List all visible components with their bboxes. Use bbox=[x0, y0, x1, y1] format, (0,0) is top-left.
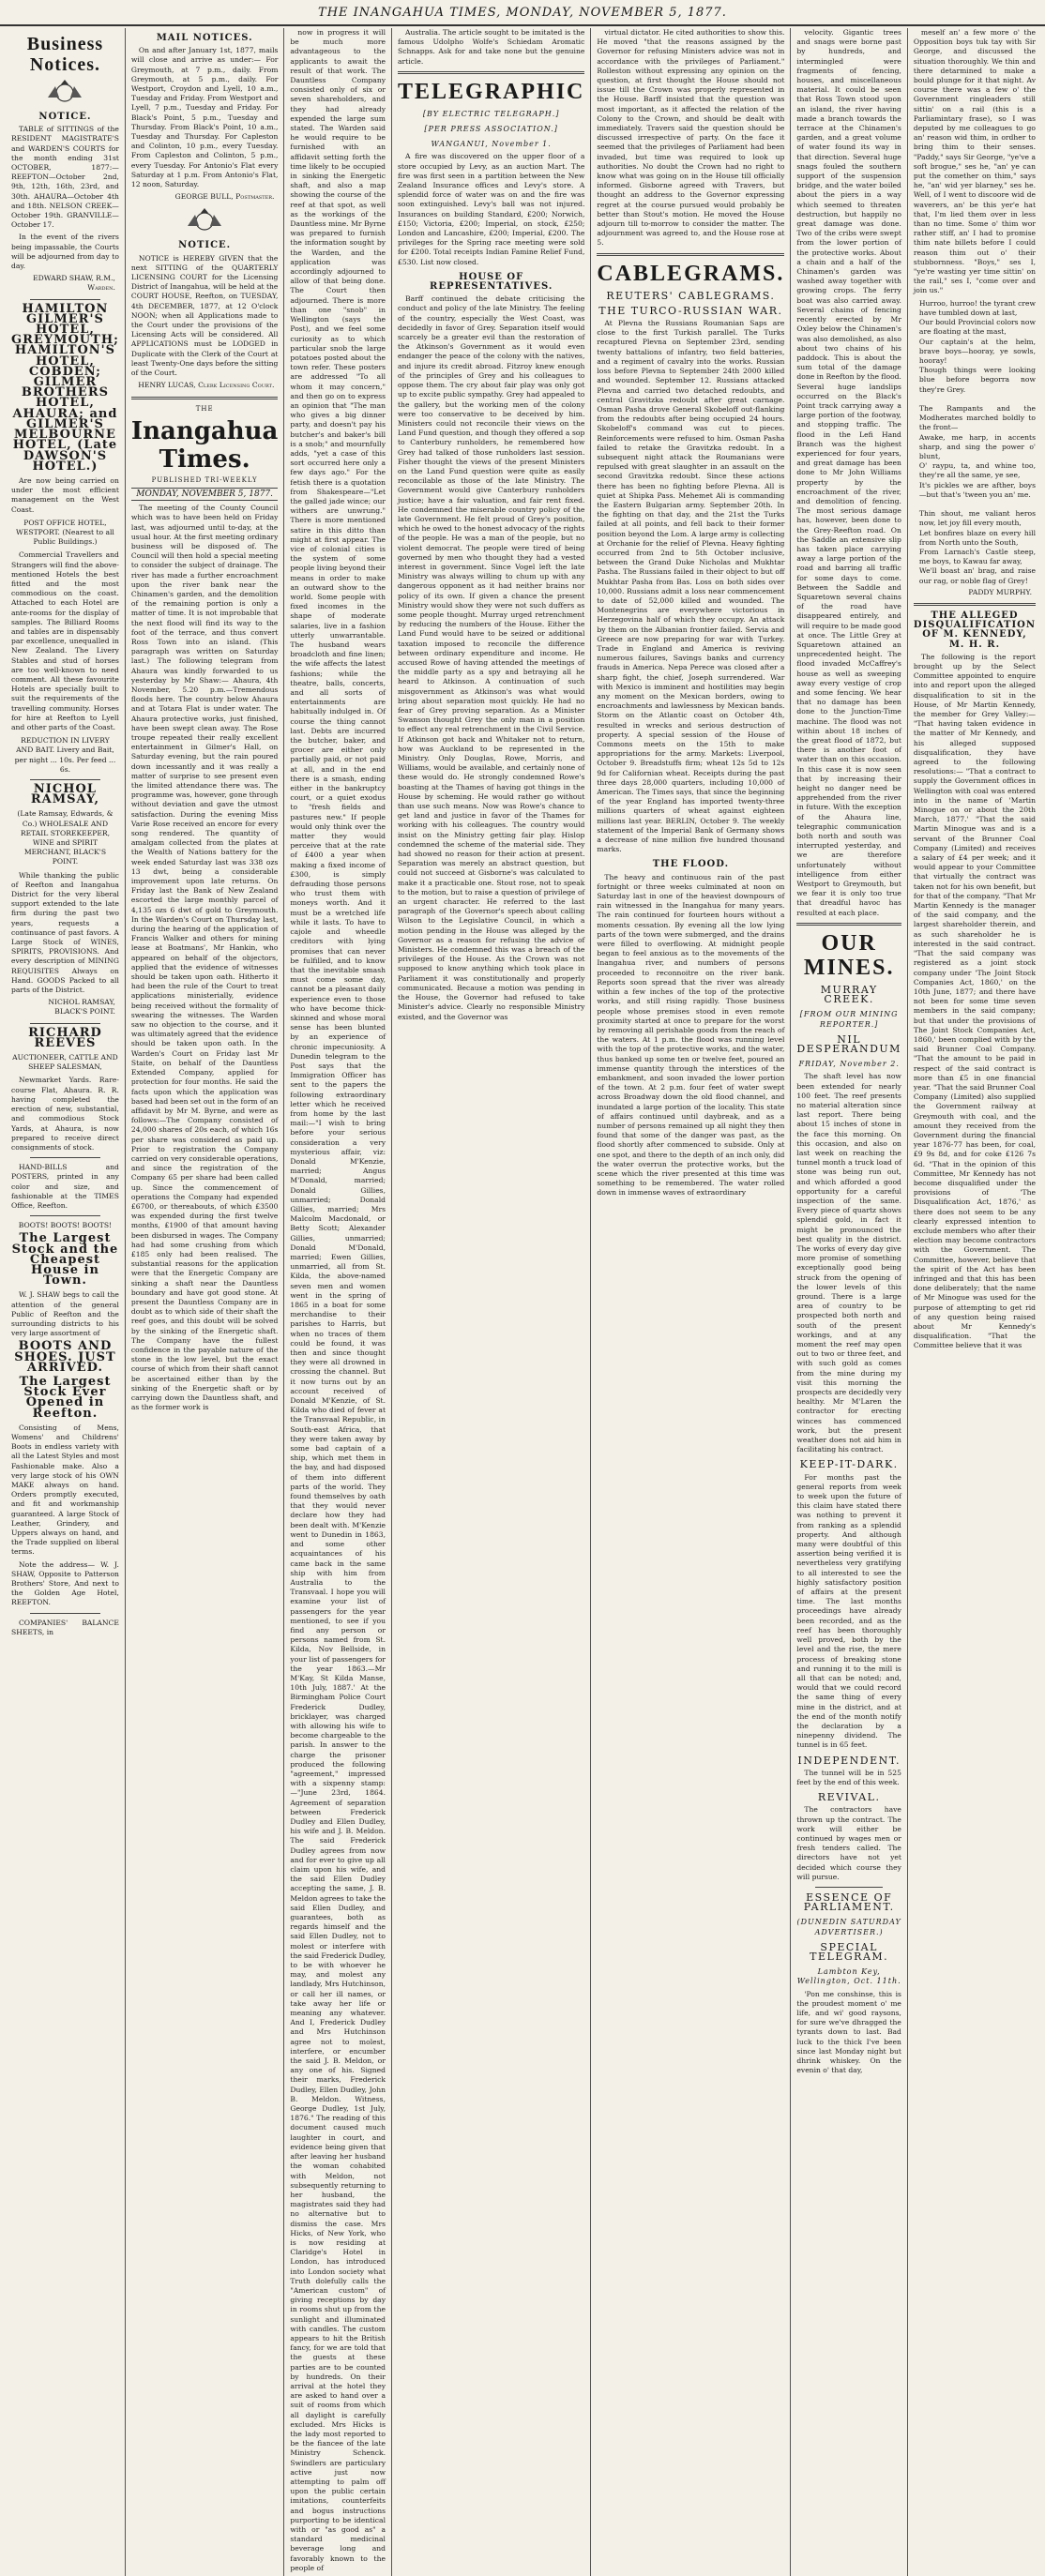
ramsay-ad-heading bbox=[11, 782, 119, 807]
boots-consisting-text: Consisting of Mens, Womens' and Childrens' Boots in endless variety with all the Latest Styles and most Fashionable make. Also a very large stock of his OWN MAKE always on hand. Orders promptly executed, and fit and workmanship guaranteed. A large Stock of Leather, Grindery, and Uppers always on hand, and the Trade supplied on liberal terms. bbox=[11, 1423, 119, 1557]
divider bbox=[398, 71, 584, 74]
largest-stock-ever-text: The Largest Stock Ever Opened in Reefton. bbox=[19, 1374, 112, 1421]
divider bbox=[30, 1157, 100, 1158]
fire-report: A fire was discovered on the upper floor of a store occupied by Levy, as an auction Mart. The fire was first seen in a partition between the New Zealand Insurance offices and Levy's store. A splendid force of water was on and the fire was soon extinguished. Levy's ball was not injured. Insurances on building Standard, £200; Norwich, £150; Victoria, £200; Imperial, on stock, £250; London and Lancashire, £200; Imperial, £200. The privileges for the Spring race meeting were sold for £200. Total receipts Indian Famine Relief Fund, £530. List now closed. bbox=[398, 152, 585, 266]
handbills-ad: HAND-BILLS and POSTERS, printed in any color and size, and fashionable at the TIMES Office, Reefton. bbox=[11, 1163, 119, 1210]
court-sittings-signature: EDWARD SHAW, R.M., Warden. bbox=[33, 274, 115, 293]
column-5 bbox=[591, 28, 791, 2576]
shaw-ad-text: W. J. SHAW begs to call the attention of the general Public of Reefton and the surrounding districts to his very large assortment of bbox=[11, 1290, 119, 1338]
schnapps-notice: Australia. The article sought to be imitated is the famous Udolpho Wolfe's Schiedam Aromatic Schnapps. Ask for and take none but the genuine article. bbox=[398, 28, 585, 66]
dunedin-advertiser: (DUNEDIN SATURDAY ADVERTISER.) bbox=[796, 1918, 901, 1936]
largest-stock-ever-heading bbox=[11, 1374, 119, 1421]
flood-text: The heavy and continuous rain of the past fortnight or three weeks culminated at noon on Saturday last in one of the heaviest downpours of rain witnessed in the Inangahua for many years. The rain continued for fourteen hours without a moments cessation. By evening all the low lying parts of the town were submerged, and the drains were filled to overflowing. At midnight people began to feel anxious as to the movements of the Inangahua river, and numbers of persons proceeded to reconnoitre on the river bank. Reports soon spread that the river was already within a few inches of the top of the protective works, and still rising rapidly. Those business people whose premises stood in even remote proximity started at once to prepare for the worst by removing all perishable goods from the reach of the waters. At 1 p.m. the flood was running level with the top of the protective works, and the water, thus banked up some ten or twelve feet, poured an immense quantity through the interstices of the embankment, and soon invaded the lower portion of the town. At 2 p.m. four feet of water swept across Broadway down the old flood channel, and inundated a large portion of the locality. This state of affairs continued until daybreak, and as a number of persons remained up all night they then found that some of the danger was past, as the flood shortly after commenced to subside. Only at one spot, and there to the depth of an inch only, did the water overrun the protective works, but the scene which the river presented at this time was something to be remembered. The water rolled down in immense waves of extraordinary bbox=[597, 872, 785, 1198]
press-association: [PER PRESS ASSOCIATION.] bbox=[424, 125, 558, 134]
wanganui-dateline: WANGANUI, November 1. bbox=[431, 140, 552, 149]
mail-notices-heading: MAIL NOTICES. bbox=[156, 33, 253, 43]
boots-and-shoes-text: BOOTS AND SHOES. JUST ARRIVED. bbox=[14, 1339, 116, 1375]
house-of-representatives-heading: HOUSE OF REPRESENTATIVES. bbox=[430, 271, 553, 293]
divider bbox=[30, 1215, 100, 1216]
reeves-ad-text: Newmarket Yards. Rare-course Flat, Ahaura. R. R. having completed the erection of new, substantial, and commodious Stock Yards, at Ahaura, is now prepared to receive direct consignments of stock. bbox=[11, 1076, 119, 1152]
by-electric-telegraph: [BY ELECTRIC TELEGRAPH.] bbox=[422, 109, 560, 118]
livery-reduction: REDUCTION IN LIVERY AND BAIT. Livery and Bait, per night ... 10s. Per feed ... 6s. bbox=[14, 736, 116, 774]
essence-of-parliament-heading: ESSENCE OF PARLIAMENT. bbox=[803, 1891, 895, 1914]
mining-reporter: [FROM OUR MINING REPORTER.] bbox=[799, 1010, 899, 1029]
ramsay-ad-text: While thanking the public of Reefton and Inangahua District for the very liberal support extended to the late firm during the past two years, requests a continuance of past favors. A Large Stock of WINES, SPIRITS, PROVISIONS. And every description of MINING REQUISITES Always on Hand. GOODS Packed to all parts of the District. bbox=[11, 870, 119, 995]
keep-it-dark-text: For months past the general reports from week to week upon the future of this claim have stated there was nothing to prevent it from ranking as a splendid property. And although many were doubtful of this assertion being verified it is nevertheless very gratifying to all interested to see the highly satisfactory position of affairs at the present time. The last months proceedings have already been recorded, and as the reef has been thoroughly well proved, both by the level and the rise, the mere process of breaking stone and running it to the mill is all that can be noted; and, would that we could record the same thing of every mine in the district, and at the end of the month notify the declaration by a ninepenny dividend. The tunnel is in 65 feet. bbox=[796, 1472, 901, 1750]
notice-heading-col1: NOTICE. bbox=[38, 112, 92, 122]
newspaper-nameplate: Inangahua Times. bbox=[130, 416, 279, 474]
divider bbox=[597, 253, 784, 256]
nameplate-the: THE bbox=[195, 404, 214, 413]
royal-crest-icon bbox=[11, 79, 119, 107]
essence-text-continued: meself an' a few more o' the Opposition boys tuk tay with Sir George, and discussed the situation thoroughly. We thin and there detarmined to make a bould plunge for it that night. Av course there was a few o' the Government ringleaders still sittin' on a rail (this is a Parliamintary frase), so I was deputed by me colleagues to go an' reason wid thim, in ordher to bring thim to their senses. "Paddy," says Sir George, "ye've a soft brogue," ses he, "an' ye can put the comether on thim," says he, "an' wid yer blarney," ses he. Well, of I went to discoore wid de waverers, an' be this yer'e hat that, I'm lied them over in less than no time. Some o' thim wor rather stiff, an' I had to promise thim nate billets before I could reason thim out o' their stubbornness. "Boys," ses I, "ye're wasting yer time sittin' on the rail," ses I, "come over and join us." bbox=[913, 28, 1036, 295]
reuters-cablegrams: REUTERS' CABLEGRAMS. bbox=[606, 289, 776, 302]
column-7 bbox=[908, 28, 1041, 2576]
ramsay-ad-sub: (Late Ramsay, Edwards, & Co.) WHOLESALE AND RETAIL STOREKEEPER, WINE and SPIRIT MERCHANT, BLACK'S POINT. bbox=[17, 809, 114, 866]
war-report-text: At Plevna the Russians Roumanian Saps are close to the first Turkish parallel. The Turks recaptured Plevna on September 23rd, sending twenty battalions of infantry, two field batteries, and a regiment of cavalry into the works. Russian loss before Plevna to September 24th 2000 killed and wounded. September 12. Russians attacked Plevna and carried two detached redoubts, and central Gravitzka redoubt after great carnage. Osman Pasha drove General Skobeloff out-flanking from the redoubts after being occupied 24 hours. Skobeloff's command was cut to pieces. Reinforcements were refused to him. Osman Pasha failed to retake the Gravitzka redoubt. In a subsequent night attack the Roumanians were repulsed with great slaughter in an assault on the second Gravitzka redoubt. Since these actions there has been no fighting before Plevna. All is quiet at Shipka Pass. Mehemet Ali is commanding the Eastern Bulgarian army. September 20th. In the fighting on that day, and the 21st the Turks failed at all points, and fell back to their former position beyond the Lom. A large army is collecting at Orchanie for the relief of Plevna. Heavy fighting occurred from 2nd to 5th October inclusive, between the Grand Duke Nicholas and Mukhtar Pasha. The Russians failed in their object to but off Mukhtar Pasha from Bas. Loss on both sides over 10,000. Russians admit a loss near commencement to date of 52,000 killed and wounded. The Montenegrins are everywhere victorious in Herzegovina half of which they occupy. An attack by them on the Albanian frontier failed. Servia and Greece are now preparing for war with Turkey. Trade in England and America is reviving numerous failures, Savings banks and currency frauds in America. Nepa Perece was closed after a sharp fight, the chief, Joseph surrendered. War with Mexico is imminent and hostilities may begin any moment on the Mexican borders, owing to encroachments and lawlessness by Mexican bands. Storm on the Atlantic coast on October 4th, resulted in wrecks and serious destruction of property. A special session of the House of Commons meets on the 15th to make appropriations for the army. Markets: Liverpool, October 9. Breadstuffs firm; wheat 12s 5d to 12s 9d for Californian wheat. Receipts during the past three days 28,000 quarters, including 10,000 of American. The Times says, that since the beginning of the year England has imported twenty-three millions quarters of wheat against eighteen millions last year. BERLIN, October 9. The weekly statement of the Imperial Bank of Germany shows a decrease of nine million five hundred thousand marks. bbox=[597, 319, 785, 854]
column-1 bbox=[6, 28, 126, 2576]
post-office-hotel: POST OFFICE HOTEL, WESTPORT. (Nearest to all Public Buildings.) bbox=[16, 518, 114, 547]
dateline: MONDAY, NOVEMBER 5, 1877. bbox=[131, 488, 279, 501]
reeves-ad-sub: AUCTIONEER, CATTLE AND SHEEP SALESMAN, bbox=[12, 1053, 118, 1072]
column-2 bbox=[126, 28, 285, 2576]
court-sittings: TABLE of SITTINGS of the RESIDENT MAGISTRATE'S and WARDEN'S COURTS for the month ending 31st OCTOBER, 1877:— REEFTON—October 2nd, 9th, 12th, 16th, 23rd, and 30th. AHAURA—October 4th and 18th. NELSON CREEK—October 19th. GRANVILLE—October 17. bbox=[11, 125, 119, 230]
largest-stock-heading bbox=[11, 1231, 119, 1288]
cablegrams-heading: CABLEGRAMS. bbox=[597, 261, 785, 286]
ramsay-name: NICHOL RAMSAY, bbox=[30, 782, 100, 807]
nil-desperandum-date: FRIDAY, November 2. bbox=[798, 1060, 900, 1069]
editorial-text: The meeting of the County Council which was to have been held on Friday last, was adjourned until to-day, at the usual hour. At the first meeting ordinary business will be disposed of. The Council will then hold a special meeting to consider the subject of drainage. The river has made a further encroachment upon the river bank near the Chinamen's garden, and the demolition of the remaining portion is only a matter of time. It is not improbable that the next flood will find its way to the foot of the terrace, and thus convert Ross Town into an island. (This paragraph was written on Saturday last.) The following telegram from Ahaura was kindly forwarded to us yesterday by Mr Shaw:— Ahaura, 4th November, 5.20 p.m.—Tremendous floods here. The country below Ahaura and at Totara Flat is under water. The Ahaura protective works, just finished, have been swept clean away. The Rose troupe repeated their really excellent entertainment in Gilmer's Hall, on Saturday evening, but the rain poured down incessantly and it was really a matter of surprise to see present even the limited attendance there was. The programme was, however, gone through without deviation and gave the utmost satisfaction. During the evening Miss Varie Rose received an encore for every song rendered. The quantity of amalgam collected from the plates at the Wealth of Nations battery for the week ended Saturday last was 338 ozs 13 dwt, being a considerable improvement upon late returns. On Friday last the Bank of New Zealand escorted the large monthly parcel of 4,135 ozs 6 dwt of gold to Greymouth. In the Warden's Court on Thursday last, during the hearing of the application of Francis Walker and others for mining lease at Boatmans', Mr Hankin, who appeared on behalf of the objectors, applied that the evidence of witnesses should be taken upon oath. Hitherto it had been the rule of the Court to treat applications ministerially, evidence being received without the formality of swearing the witnesses. The Warden saw no objection to the course, and it was ultimately agreed that the evidence should be taken upon oath. In the Warden's Court on Friday last Mr Staite, on behalf of the Dauntless Extended Company, applied for protection for four months. He said the facts upon which the application was based had been set out in the form of an affidavit by Mr M. Byrne, and were as follows:—The Company consisted of 24,000 shares of 20s each, of which 16s per share was considered as paid up. Prior to registration the Company carried on very considerable operations, and since the registration of the Company 65 per share had been called up. Since the commencement of operations the Company had expended £6700, or thereabouts, of which £3500 was expended during the first twelve months, £1900 of that amount having been disbursed in wages. The Company had had some crushing from which £185 only had been realised. The substantial reasons for the application were that the Energetic Company are sinking a shaft near the Dauntless boundary and have got good stone. At present the Dauntless Company are in doubt as to which side of their shaft the reef goes, and this doubt will be solved by the sinking of the Energetic shaft. The Company have the fullest confidence in the payable nature of the stone in the low level, but the exact course of which from their shaft cannot be ascertained either than by the sinking of the Energetic shaft or by carrying down the Dauntless shaft, and as the former work is bbox=[130, 504, 279, 1412]
house-debate-text: Barff continued the debate criticising the conduct and policy of the late Ministry. The feeling of the country, especially the West Coast, was decidedly in favor of Grey. Separation itself would scarcely be a greater evil than the restoration of the Atkinson's Government as it would even endanger the peace of the colony with the natives, and injure its credit abroad. Fitzroy knew enough of the principles of Grey and his colleagues to oppose them. The cry about fair play was only got up to excite public sympathy. Grey had appealed to the gallery, but the working men of the colony were too conservative to be deceived by him. Ministers could not reconcile their views on the Land Fund question, and though they offered a sop to Canterbury runholders, he remembered how Grey had talked of those runholders last session. Fisher thought the views of the present Ministers on the Land Fund question were quite as easily reconcilable as those of the late Ministry. The Government would give Canterbury runholders justice; have a fair valuation, and fair rent fixed. He condemned the miserable country policy of the late Government. He felt proud of Grey's position, which he owed to the honest advocacy of the rights of the people. He was a man of the people, but no violent democrat. The people were tired of being governed by men who thought they had a vested interest in government. Since Vogel left the late Ministry was always willing to chum up with any dangerous opponent as it had neither brains nor policy of its own. If given a chance the present Ministry would show they were not such duffers as some people thought. Murray urged retrenchment by reducing the numbers of the House. Either the Land Fund would have to be seized or additional taxation imposed to reconcile the difference between ordinary expenditure and income. He accused Rowe of having attended the meetings of the middle party as a spy and betraying all he heard to Atkinson. A continuation of such misgovernment as Atkinson's was what would bring about separation most quickly. He had no fear of Grey proving separation. As a Minister Swanson thought Grey the only man in a position to effect any real retrenchment in the Civil Service. If Atkinson got back and Whitaker not to return, how was Auckland to be represented in the Ministry. Only Douglas, Rowe, Morris, and Williams, would be available, and certainly none of these would do. He strongly condemned Rowe's boasting at the Thames of having got things in the House by scheming. He would rather go without than use such means. Now was Rowe's chance to get land and justice in favor of the Thames for working with his colleagues. The country would insist on the Ministry getting fair play. Hislop condemned the scheme of the material side. They had showed no reason for their action at present. Separation was merely an abstract question, but could not succeed at Gisborne's was calculated to make it a practicable one. Stout rose, not to speak to the motion, but to raise a question of privilege of an urgent character. He referred to the last paragraph of the Governor's speech about calling Wilson to the Legislative Council, in which a motion pending in the House was alleged by the Governor as a reason for refusing the advice of Ministers. He condemned this was a breach of the privileges of the House. As the Crown was not supposed to know anything which took place in Parliament it was constitutionally and properly communicated. Because a motion was pending in the House, the Governor had refused to take Minister's advice. Clearly no responsible Ministry existed, and the Governor was bbox=[398, 294, 585, 1021]
lambton-dateline: Lambton Key, Wellington, Oct. 11th. bbox=[796, 1967, 901, 1986]
business-notices-heading: Business Notices. bbox=[26, 34, 104, 75]
alleged-disqualification-text: The following is the report brought up by the Select Committee appointed to enquire into and report upon the alleged disqualification to sit in the House, of Mr Martin Kennedy, the member for Grey Valley:— "That having taken evidence in the matter of Mr Kennedy, and his alleged supposed disqualification, they have agreed to the following resolutions:— "That a contract to supply the Government offices in Wellington with coal was entered into in the name of 'Martin Minogue on or about the 20th March, 1877.' "That the said Martin Minogue was and is a servant of the Brunner Coal Company (Limited) and receives a salary of £4 per week; and it would appear to your Committee that virtually the contract was taken not for his own benefit, but for that of the company. "That Mr Martin Kennedy is the manager of the said company, and the largest shareholder therein, and as such shareholder he is interested in the said contract. "That the said company was registered as a joint stock company under 'The Joint Stock Companies Act, 1860,' on the 10th June, 1877; and there have not been for some time seven members in the said company; but that under the provisions of The Joint Stock Companies Act, 1860,' been complied with by the said Brunner Coal Company. "That the amount to be paid in respect of the said contract is more than £5 in one financial year. "That the said Brunner Coal Company (Limited) also supplied the Government railway at Greymouth with coal, and the amount they received from the Government during the financial year 1876-77 has been, for coal, £9 9s 8d, and for coke £126 7s 6d. "That in the opinion of this Committee, Mr Kennedy has not become disqualified under the provisions of 'The Disqualification Act, 1876,' as there does not seem to be any clearly expressed intention to exclude members who after their election may become contractors with the Government. The Committee, however, believe that the spirit of the Act has been infringed and that this has been done deliberately; that the name of Mr Minogue was used for the purpose of attempting to get rid of any question being raised about Mr Kennedy's disqualification. "That the Committee believe that it was bbox=[913, 652, 1036, 1350]
reeves-ad-heading bbox=[11, 1025, 119, 1050]
largest-stock-text: The Largest Stock and the Cheapest House in Town. bbox=[11, 1231, 119, 1288]
court-sittings-note: In the event of the rivers being impassable, the Courts will be adjourned from day to day. bbox=[11, 233, 119, 271]
post-office-hotel-text: Commercial Travellers and Strangers will find the above-mentioned Hotels the best fitted and the most commodious on the coast. Attached to each Hotel are ante-rooms for the display of samples. The Billiard Rooms and tables are in dispensably par excellence, unequalled in New Zealand. The Livery Stables and stud of horses are too well-known to need comment. All these favourite Hotels are specially built to suit the requirements of the travelling community. Horses for hire at Reefton to Lyell and other parts of the Coast. bbox=[11, 550, 119, 731]
column-4 bbox=[392, 28, 591, 2576]
hotel-ad-heading bbox=[11, 301, 119, 474]
hotel-names: HAMILTON GILMER'S HOTEL, GREYMOUTH; HAMILTON'S HOTEL, COBDEN; GILMER BROTHERS HOTEL, AHAURA; and GILMER'S MELBOURNE HOTEL, (Late DAWSON'S HOTEL.) bbox=[11, 301, 119, 474]
notice-heading-col2: NOTICE. bbox=[178, 240, 232, 251]
licensing-notice-text: NOTICE is HEREBY GIVEN that the next SITTING of the QUARTERLY LICENSING COURT for the Licensing District of Inangahua, will be held at the COURT HOUSE, Reefton, on TUESDAY, 4th DECEMBER, 1877, at 12 O'clock NOON; when all Applications made to the Court under the provisions of the Licensing Acts will be considered. All APPLICATIONS must be LODGED in Duplicate with the Clerk of the Court at least Twenty-One days before the sitting of the Court. bbox=[130, 253, 279, 378]
murray-creek-heading: MURRAY CREEK. bbox=[820, 983, 878, 1006]
our-mines-heading: OUR MINES. bbox=[803, 930, 895, 980]
divider bbox=[30, 779, 100, 780]
hotel-ad-text: Are now being carried on under the most efficient management on the West Coast. bbox=[11, 475, 119, 514]
column-3-text: now in progress it will be much more advantageous to the applicants to await the result of that work. The Dauntless Company consisted only of six or seven shareholders, and they had already expended the large sum stated. The Warden said he would require to be furnished with an affidavit setting forth the time likely to be occupied in sinking the Energetic shaft, and also a map showing the course of the reef at that spot, as well as the workings of the Dauntless mine. Mr Byrne was prepared to furnish the information sought by the Warden, and the application was accordingly adjourned to allow of that being done. The Court then adjourned. There is more than one "snob" in Wellington (says the Post), and we feel some curiosity as to which particular snob the large potatoes posted about the town refer. These posters are addressed "To all whom it may concern," and then go on to express an opinion that "The man who gives a big dinner party, and doesn't pay his butcher's and baker's bill is a snob;" and mournfully adds, "yet a case of this sort occurred here only a few days ago." For the fetish there is a quotation from Shakespeare—"Let the galled jade wince; our withers are unwrung." There is more mentioned satire in this ditto than might at first appear. The vice of colonial cities is the system of some people living beyond their means in order to make an outward show to the world. Some people with fixed incomes in the shape of moderate salaries, live in a fashion utterly unwarrantable. The husband wears broadcloth and fine linen; the wife affects the latest fashions; while the theatre, balls, concerts, and all sorts of entertainments are habitually indulged in. Of course the thing cannot last. Debts are incurred the butcher, baker, and grocer are either only partially paid, or not paid at all, and in the end there is a smash, ending either in the bankruptcy court, or a quiet exodus to "fresh fields and pastures new." If people would only think over the matter they would perceive that at the rate of £400 a year when making a fixed income of £300, is simply defrauding those persons who trust them with moneys worth. And it must be a wretched life while it lasts. To have to cajole and wheedle creditors with lying promises that can never be fulfilled, and to know that the inevitable smash must come some day, cannot be a pleasant daily experience even to those who have become thick-skinned and whose moral sense has been blunted by an experience of chronic impecuniosity. A Dunedin telegram to the Post says that the Immigration Officer has sent to the papers the following extraordinary letter which he received from home by the last mail:—"I wish to bring before your serious consideration a very mysterious affair, viz: Donald M'Kenzie, married; Angus M'Donald, married; Donald Gillies, unmarried; Donald Gillies, married; Mrs Malcolm Macdonald, or Betty Scott; Alexander Gillies, unmarried; Donald M'Donald, married; Ewen Gillies, unmarried, all from St. Kilda, the above-named seven men and women went in the spring of 1865 in a boat for some merchandise to their parishes to Harris, but when no traces of them could be found, it was then and since thought they were all drowned in crossing the channel. But it now turns out by an account received of Donald M'Kenzie, of St. Kilda who died of fever at the Transvaal Republic, in South-east Africa, that they were taken away by some bad captain of a ship, which met them in the bay, and had disposed of them into different parts of the world. They found themselves by oath that they would never declare how they had been dealt with. M'Kenzie went to Dunedin in 1863, and some other acquaintances of his came back in the same ship with him from Australia to the Transvaal. I hope you will examine your list of passengers for the year mentioned, to see if you find any person or persons named from St. Kilda, Nov Bellside, in your list of passengers for the year 1863.—Mr M'Kay, St Kilda Manse, 10th July, 1887.' At the Birmingham Police Court Frederick Dudley, bricklayer, was charged with allowing his wife to become chargeable to the parish. In answer to the charge the prisoner produced the following "agreement," impressed with a sixpenny stamp:—"June 23rd, 1864. Agreement of separation between Frederick Dudley and Ellen Dudley, his wife and J. B. Meldon. The said Frederick Dudley agrees from now and for ever to give up all claim upon his wife, and the said Ellen Dudley accepting the same, J. B. Meldon agrees to take the said Ellen Dudley, and guarantees, both as regards himself and the said Ellen Dudley, not to molest or interfere with the said Frederick Dudley, to be with whoever he may, and molest any landlady, Mrs Hutchinson, or call her ill names, or take away her life or meaning any whatever. And I, Frederick Dudley and Mrs Hutchinson agree not to molest, interfere, or encumber the said J. B. Meldon, or any one of his. Signed their marks, Frederick Dudley, Ellen Dudley, John B. Meldon. Witness, George Dudley, 1st July, 1876." The reading of this document caused much laughter in court, and evidence being given that after leaving her husband the woman cohabited with Meldon, not subsequently returning to her husband, the magistrates said they had no alternative but to dismiss the case. Mrs Hicks, of New York, who is now residing at Claridge's Hotel in London, has introduced into London society what Truth dolefully calls the "American custom" of giving receptions by day in rooms shut up from the sunlight and illuminated with candles. The custom appears to hit the British fancy, for we are told that the guests at these parties are to be counted by hundreds. On their arrival at the hotel they are asked to hand over a suit of rooms from which all daylight is carefully excluded. Mrs Hicks is the lady most reported to be the fiancee of the late Ministry Schenck. Swindlers are particulary active just now attempting to palm off upon the public certain imitations, counterfeits and bogus instructions purporting to be identical with or "as good as" a standard medicinal beverage long and favorably known to the people of bbox=[290, 28, 386, 2572]
column-3 bbox=[284, 28, 392, 2576]
divider bbox=[914, 603, 1036, 606]
nil-desperandum-heading: NIL DESPERANDUM bbox=[796, 1032, 901, 1055]
keep-it-dark-heading: KEEP-IT-DARK. bbox=[799, 1458, 899, 1471]
masthead: THE INANGAHUA TIMES, MONDAY, NOVEMBER 5, 1877. bbox=[0, 0, 1045, 26]
nil-desperandum-text: The shaft level has now been extended for nearly 100 feet. The reef presents no material alteration since last report. There being about 15 inches of stone in the face this morning. On this occasion, and also on last week on reaching the tunnel month a truck load of stone was being run out, and which afforded a good opportunity for a careful inspection of the same. Every piece of quartz shows splendid gold, in fact it might be pronounced the best quality in the district. The works of every day give more promise of something exceptionally good being struck from the opening of the lower levels of this ground. There is a large area of country to be prospected both north and south of the present workings, and at any moment the reef may open out to two or three feet, and with such gold as comes from the mine during my visit this morning the prospects are decidedly very healthy. Mr M'Laren the contractor for erecting winces has commenced work, but the present weather does not aid him in facilitating his contract. bbox=[796, 1072, 901, 1454]
independent-heading: INDEPENDENT. bbox=[797, 1754, 901, 1767]
mail-notices-text: On and after January 1st, 1877, mails will close and arrive as under:— For Greymouth, at 7 p.m., daily. From Greymouth, at 5 p.m., daily. For Westport, Croydon and Lyell, 10 a.m., Tuesday and Friday. From Westport and Lyell, 7 p.m., Tuesday and Friday. For Black's Point, 5 p.m., Tuesday and Thursday. From Black's Point, 10 a.m., Tuesday and Thursday. For Capleston and Colinton, 10 p.m., every Tuesday. From Capleston and Colinton, 5 p.m., every Tuesday. For Antonio's Flat every Saturday at 1 p.m. From Antonio's Flat, 12 noon, Saturday. bbox=[130, 46, 279, 189]
alleged-disqualification-heading: THE ALLEGED DISQUALIFICATION OF M. KENNEDY, M. H. R. bbox=[913, 610, 1037, 650]
column-6 bbox=[791, 28, 908, 2576]
divider bbox=[796, 923, 901, 926]
royal-crest-icon bbox=[131, 207, 279, 235]
mail-signature: GEORGE BULL, Postmaster. bbox=[174, 192, 275, 202]
revival-text: The contractors have thrown up the contract. The work will either be continued by wages men or fresh tenders called. The directors have not yet decided which course they will pursue. bbox=[796, 1805, 901, 1881]
paddy-murphy-poem: Hurroo, hurroo! the tyrant crew have tumbled down at last, Our bould Provincial colors now are floating at the mast, Our captain's at the helm, brave boys—hooray, ye sowls, hooray! Though things were looking blue before begorra now they're Grey. The Rampants and the Modherates marched boldly to the front— Awake, me harp, in accents sharp, and sing the power o' blunt, O' raypu, ta, and whine too, they're all the same, ye see, It's pickles we are afther, boys—but that's 'tween you an' me. Thin shout, me valiant heros now, let joy fill every mouth, Let bonfires blaze on every hill from North unto the South, From Larnach's Castle steep, me boys, to Kawau far away, We'll boast an' brag, and raise our rag, or noble flag of Grey! bbox=[918, 298, 1036, 585]
newspaper-page bbox=[6, 28, 1041, 2572]
essence-text: 'Pon me conshinse, this is the proudest moment o' me life, and wi' good raysons, for sure we've dhragged the tyrants down to last. Bad luck to the thick I've been since last Monday night but dhrink whiskey. On the evenin o' that day, bbox=[796, 1989, 901, 2075]
turco-russian-war-heading: THE TURCO-RUSSIAN WAR. bbox=[598, 304, 783, 317]
balance-sheets-ad: COMPANIES' BALANCE SHEETS, in bbox=[11, 1618, 119, 1636]
the-flood-heading: THE FLOOD. bbox=[652, 859, 730, 870]
house-debate-continued: virtual dictator. He cited authorities to show this. He moved "that the reasons assigned by the Governor for refusing Ministers advice was not in accordance with the privileges of Parliament." Rolleston without expressing any opinion on the question, at first thought the House should not issue till the Crown was properly represented in the House. Barff insisted that the question was most important, as it affected the relation of the Colony to the Crown, and should be dealt with immediately. Travers said the question should be discussed irrespective of party. On the face it seemed that the privileges of Parliament had been invaded, but time was required to look up authorities. No doubt the Crown had no right to know what was going on in the House till officially informed. Gisborne agreed with Travers, but thought an address to the Governor expressing regret at the course pursued would probably be better than Stout's motion. He moved the House adjourn till to-morrow to consider the matter. The adjournment was agreed to, and the House rose at 5. bbox=[597, 28, 785, 248]
revival-heading: REVIVAL. bbox=[817, 1791, 881, 1804]
divider bbox=[30, 1613, 100, 1614]
telegraphic-heading: TELEGRAPHIC bbox=[398, 79, 585, 104]
independent-text: The tunnel will be in 525 feet by the end of this week. bbox=[796, 1768, 901, 1786]
reeves-name: RICHARD REEVES bbox=[28, 1025, 102, 1050]
published-tri-weekly: PUBLISHED TRI-WEEKLY bbox=[151, 475, 258, 484]
divider bbox=[30, 1023, 100, 1024]
shaw-address: Note the address— W. J. SHAW, Opposite to Patterson Brothers' Store, And next to the Golden Age Hotel, REEFTON. bbox=[11, 1559, 119, 1607]
flood-text-continued: velocity. Gigantic trees and snags were borne past by hundreds, and intermingled were fragments of fencing, houses, and miscellaneous material. It could be seen that Ross Town stood upon an island, the river having made a branch towards the terrace at the Chinamen's garden, and a great volume of water found its way in that direction. Several huge snags fouled the southern support of the suspension bridge, and the water boiled about the piers in a way which seemed to threaten destruction, but happily no great damage was done. Two of the cribs were swept from the lower portion of the protective works. About a chain and a half of the Chinamen's garden was washed away together with growing crops. The ferry boat was also carried away. Several chains of fencing recently erected by Mr Oxley below the Chinamen's was also demolished, as also about two chains of his paddock. This is about the sum total of the damage done in Reefton by the flood. Several huge landslips occurred on the Black's Point track carrying away a large portion of the footway, and stopping traffic. The flood in the Lefi Hand Branch was the highest experienced for four years, and great damage has been done to Mr John Williams property by the encroachment of the river, and demolition of fencing. The most serious damage has, however, been done to the Grey-Reefton road. On the Saddle an extensive slip has taken place carrying away a large portion of the road and barring all traffic for some days to come. Between the Saddle and Squaretown several chains of the road have disappeared entirely, and will require to be made good at once. The Little Grey at Squaretown attained an unprecedented height. The flood invaded McCaffrey's house as well as sweeping away every vestige of crop and some fencing. We hear that no damage has been done to the Junction-Time machine. The flood was not within about 18 inches of the great flood of 1872, but there is another foot of water than on this occasion. In this case it is now seen that by increasing their height no danger need be apprehended from the river in future. With the exception of the Ahaura line, telegraphic communication both north and south was interrupted yesterday, and we are therefore unfortunately without intelligence from either Westport to Greymouth, but we fear it is only too true that dreadful havoc has resulted at each place. bbox=[796, 28, 901, 917]
divider bbox=[131, 397, 279, 399]
boots-and-shoes-heading bbox=[11, 1339, 119, 1375]
special-telegram-heading: SPECIAL TELEGRAM. bbox=[810, 1940, 889, 1963]
divider bbox=[30, 299, 100, 300]
ramsay-signature: NICHOL RAMSAY, BLACK'S POINT. bbox=[48, 998, 115, 1017]
licensing-notice-signature: HENRY LUCAS, Clerk Licensing Court. bbox=[138, 381, 275, 390]
divider bbox=[815, 1887, 883, 1888]
boots-heading: BOOTS! BOOTS! BOOTS! bbox=[18, 1221, 113, 1230]
paddy-murphy-signature: PADDY MURPHY. bbox=[968, 587, 1032, 596]
